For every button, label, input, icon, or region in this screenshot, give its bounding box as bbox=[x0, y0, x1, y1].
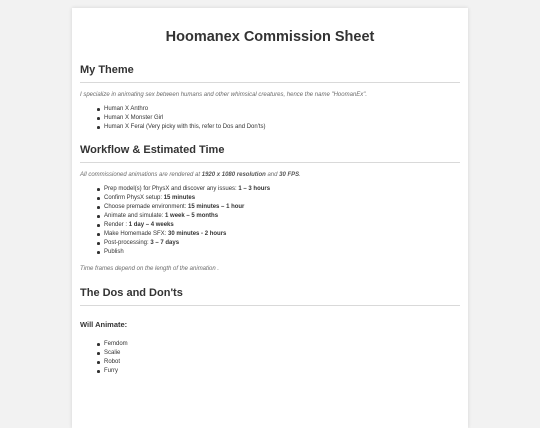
step-text: Publish bbox=[104, 249, 124, 255]
list-item: Human X Feral (Very picky with this, refer to Dos and Don'ts) bbox=[104, 123, 460, 132]
list-item: Human X Anthro bbox=[104, 105, 460, 114]
list-item: Scalie bbox=[104, 349, 460, 358]
step-text: Prep model(s) for PhysX and discover any issues: bbox=[104, 186, 239, 192]
step-text: Confirm PhysX setup: bbox=[104, 195, 164, 201]
step-time: 1 week – 5 months bbox=[165, 213, 219, 219]
list-item bbox=[104, 212, 460, 221]
list-item bbox=[104, 194, 460, 203]
step-text: Animate and simulate: bbox=[104, 213, 166, 219]
theme-heading: My Theme bbox=[80, 64, 460, 83]
list-item bbox=[104, 239, 460, 248]
dos-section bbox=[80, 287, 460, 376]
list-item: Robot bbox=[104, 358, 460, 367]
step-text: Render : bbox=[104, 222, 129, 228]
theme-list bbox=[80, 105, 460, 132]
intro-text: . bbox=[299, 172, 301, 178]
step-text: Choose premade environment: bbox=[104, 204, 189, 210]
step-time: 15 minutes bbox=[163, 195, 196, 201]
workflow-section bbox=[80, 144, 460, 273]
list-item bbox=[104, 248, 460, 257]
workflow-note: Time frames depend on the length of the animation . bbox=[80, 266, 220, 272]
step-text: Post-processing: bbox=[104, 240, 151, 246]
list-item bbox=[104, 185, 460, 194]
list-item: Furry bbox=[104, 367, 460, 376]
intro-text: All commissioned animations are rendered at bbox=[80, 172, 202, 178]
will-animate-heading: Will Animate: bbox=[80, 320, 128, 329]
workflow-intro bbox=[80, 171, 460, 179]
theme-section bbox=[80, 64, 460, 132]
intro-fps: 30 FPS bbox=[279, 172, 300, 178]
step-time: 1 day – 4 weeks bbox=[128, 222, 174, 228]
workflow-steps bbox=[80, 185, 460, 257]
commission-sheet bbox=[72, 8, 468, 428]
intro-resolution: 1920 x 1080 resolution bbox=[201, 172, 266, 178]
page-title: Hoomanex Commission Sheet bbox=[165, 29, 375, 45]
step-text: Make Homemade SFX: bbox=[104, 231, 169, 237]
list-item bbox=[104, 230, 460, 239]
workflow-heading: Workflow & Estimated Time bbox=[80, 144, 460, 163]
list-item: Femdom bbox=[104, 340, 460, 349]
step-time: 3 – 7 days bbox=[150, 240, 180, 246]
dos-heading: The Dos and Don'ts bbox=[80, 287, 460, 306]
will-animate-list bbox=[80, 340, 460, 376]
step-time: 15 minutes – 1 hour bbox=[188, 204, 245, 210]
list-item bbox=[104, 203, 460, 212]
list-item bbox=[104, 221, 460, 230]
list-item: Human X Monster Girl bbox=[104, 114, 460, 123]
intro-text: and bbox=[265, 172, 280, 178]
step-time: 30 minutes - 2 hours bbox=[168, 231, 227, 237]
theme-intro: I specialize in animating sex between humans and other whimsical creatures, hence the name "HoomanEx". bbox=[80, 92, 368, 98]
step-time: 1 – 3 hours bbox=[238, 186, 271, 192]
